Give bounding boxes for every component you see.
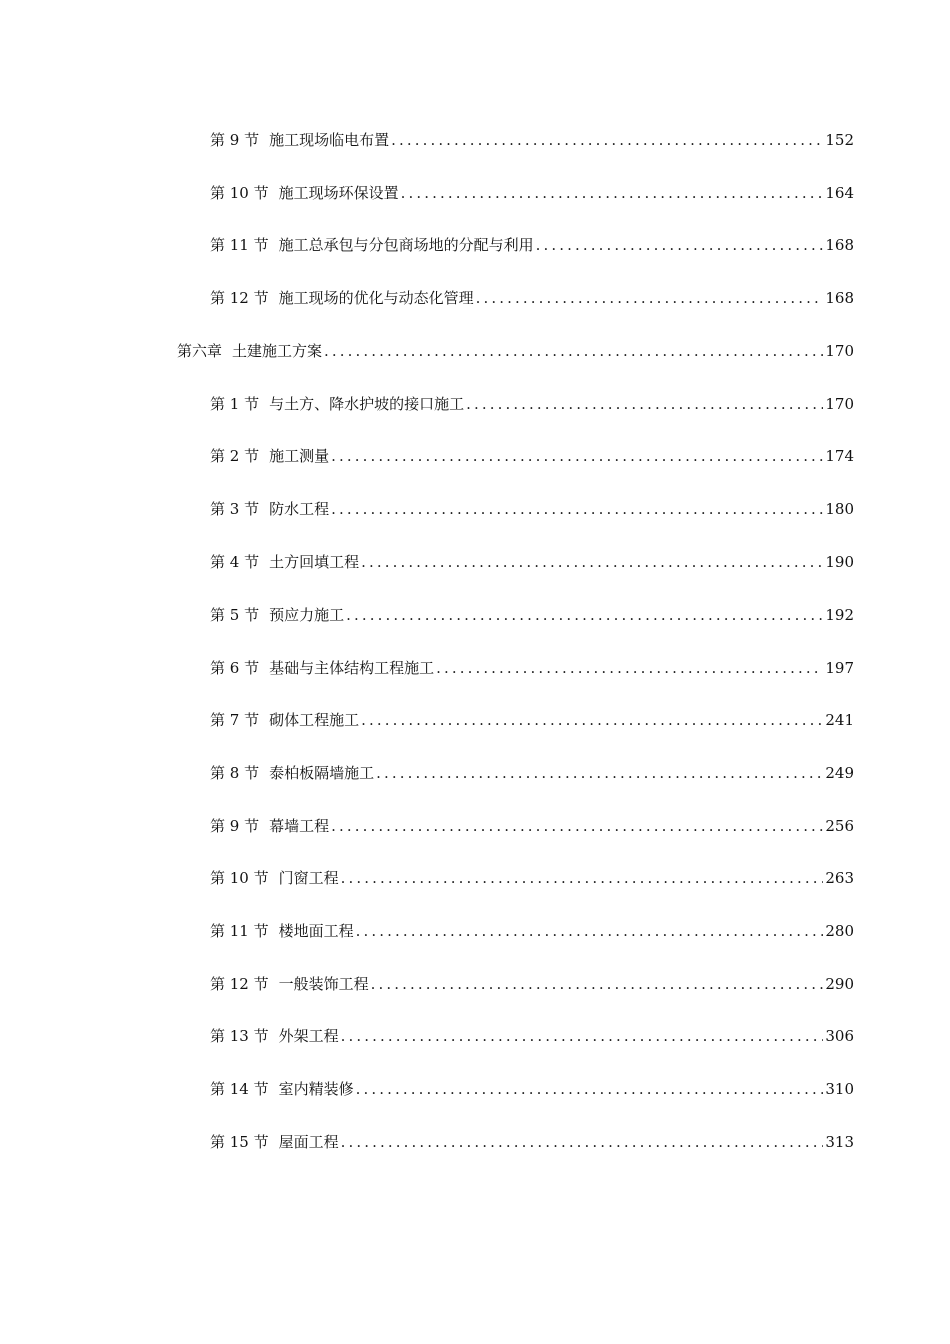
toc-chapter-entry[interactable]: [177, 337, 854, 361]
toc-entry-label: [210, 394, 464, 414]
toc-chapter-number: 第六章: [177, 342, 223, 360]
toc-entry-label: [210, 974, 369, 994]
toc-entry-label: [210, 499, 329, 519]
toc-entry-title: 门窗工程: [278, 869, 339, 887]
toc-entry-label: [210, 763, 374, 783]
toc-entry[interactable]: [210, 126, 854, 150]
toc-page-number: 290: [825, 975, 854, 993]
toc-entry-title: 一般装饰工程: [278, 975, 369, 993]
toc-entry-title: 施工现场的优化与动态化管理: [278, 289, 474, 307]
toc-page-number: 263: [825, 869, 854, 887]
toc-entry-title: 泰柏板隔墙施工: [269, 764, 375, 782]
toc-entry[interactable]: [210, 1022, 854, 1046]
toc-entry[interactable]: [210, 495, 854, 519]
toc-entry[interactable]: [210, 864, 854, 888]
toc-entry[interactable]: [210, 812, 854, 836]
toc-entry-label: [210, 446, 329, 466]
toc-entry-title: 施工现场临电布置: [269, 131, 390, 149]
toc-page-number: 170: [825, 342, 854, 360]
toc-dot-leader: [361, 552, 823, 572]
toc-entry-number: 第 3 节: [210, 500, 260, 518]
toc-entry-label: [210, 130, 389, 150]
toc-page-number: 164: [825, 184, 854, 202]
toc-entry-label: [210, 183, 399, 203]
toc-entry-title: 砌体工程施工: [269, 711, 360, 729]
toc-entry-label: [210, 710, 359, 730]
toc-entry-label: [210, 605, 344, 625]
toc-entry[interactable]: [210, 970, 854, 994]
toc-entry-number: 第 2 节: [210, 447, 260, 465]
toc-dot-leader: [341, 868, 824, 888]
toc-dot-leader: [476, 288, 824, 308]
toc-entry-title: 幕墙工程: [269, 817, 330, 835]
toc-entry-title: 楼地面工程: [278, 922, 354, 940]
toc-entry-number: 第 7 节: [210, 711, 260, 729]
toc-entry-label: [210, 288, 474, 308]
toc-chapter-title: 土建施工方案: [232, 342, 323, 360]
toc-entry-label: [210, 1079, 354, 1099]
toc-entry-label: [210, 1026, 339, 1046]
toc-entry-title: 施工总承包与分包商场地的分配与利用: [278, 236, 534, 254]
toc-page-number: 168: [825, 289, 854, 307]
toc-page-number: 310: [825, 1080, 854, 1098]
toc-page-number: 280: [825, 922, 854, 940]
toc-entry[interactable]: [210, 284, 854, 308]
toc-entry-number: 第 12 节: [210, 975, 269, 993]
toc-entry-number: 第 10 节: [210, 869, 269, 887]
toc-entry-title: 施工现场环保设置: [278, 184, 399, 202]
toc-entry-number: 第 9 节: [210, 817, 260, 835]
toc-entry[interactable]: [210, 601, 854, 625]
toc-page-number: 152: [825, 131, 854, 149]
toc-entry-label: [210, 552, 359, 572]
toc-page-number: 192: [825, 606, 854, 624]
toc-dot-leader: [331, 816, 823, 836]
toc-entry-label: [210, 816, 329, 836]
toc-dot-leader: [341, 1132, 824, 1152]
toc-entry[interactable]: [210, 1075, 854, 1099]
toc-dot-leader: [356, 1079, 824, 1099]
toc-page-number: 170: [825, 395, 854, 413]
toc-dot-leader: [401, 183, 824, 203]
toc-entry-number: 第 4 节: [210, 553, 260, 571]
toc-dot-leader: [341, 1026, 824, 1046]
toc-entry-number: 第 14 节: [210, 1080, 269, 1098]
toc-entry-number: 第 10 节: [210, 184, 269, 202]
toc-page-number: 174: [825, 447, 854, 465]
toc-entry-number: 第 11 节: [210, 922, 269, 940]
toc-page-number: 180: [825, 500, 854, 518]
toc-page-number: 168: [825, 236, 854, 254]
toc-dot-leader: [376, 763, 823, 783]
toc-entry[interactable]: [210, 179, 854, 203]
toc-entry-number: 第 11 节: [210, 236, 269, 254]
toc-page-number: 190: [825, 553, 854, 571]
toc-dot-leader: [331, 446, 823, 466]
toc-entry-number: 第 12 节: [210, 289, 269, 307]
toc-dot-leader: [371, 974, 824, 994]
toc-entry-number: 第 9 节: [210, 131, 260, 149]
toc-entry[interactable]: [210, 917, 854, 941]
toc-dot-leader: [361, 710, 823, 730]
toc-entry-label: [210, 1132, 339, 1152]
toc-page-number: 197: [825, 659, 854, 677]
toc-entry-label: [177, 341, 322, 361]
toc-entry[interactable]: [210, 759, 854, 783]
toc-entry-number: 第 8 节: [210, 764, 260, 782]
toc-dot-leader: [346, 605, 823, 625]
toc-entry-label: [210, 658, 434, 678]
toc-entry-label: [210, 868, 339, 888]
toc-entry[interactable]: [210, 706, 854, 730]
toc-entry[interactable]: [210, 390, 854, 414]
toc-entry-title: 土方回填工程: [269, 553, 360, 571]
toc-entry-number: 第 1 节: [210, 395, 260, 413]
toc-entry-title: 基础与主体结构工程施工: [269, 659, 435, 677]
toc-entry-label: [210, 921, 354, 941]
toc-entry[interactable]: [210, 231, 854, 255]
toc-entry[interactable]: [210, 442, 854, 466]
toc-entry-title: 屋面工程: [278, 1133, 339, 1151]
toc-entry-title: 外架工程: [278, 1027, 339, 1045]
toc-page-number: 249: [825, 764, 854, 782]
toc-entry[interactable]: [210, 548, 854, 572]
toc-entry-number: 第 15 节: [210, 1133, 269, 1151]
toc-entry-number: 第 6 节: [210, 659, 260, 677]
toc-dot-leader: [436, 658, 823, 678]
toc-dot-leader: [391, 130, 823, 150]
toc-entry[interactable]: [210, 1128, 854, 1152]
toc-entry-title: 防水工程: [269, 500, 330, 518]
toc-dot-leader: [356, 921, 824, 941]
toc-entry-title: 与土方、降水护坡的接口施工: [269, 395, 465, 413]
toc-page-number: 313: [825, 1133, 854, 1151]
toc-entry-title: 预应力施工: [269, 606, 345, 624]
toc-entry-number: 第 13 节: [210, 1027, 269, 1045]
toc-dot-leader: [536, 235, 824, 255]
toc-entry[interactable]: [210, 654, 854, 678]
toc-dot-leader: [331, 499, 823, 519]
toc-entry-title: 室内精装修: [278, 1080, 354, 1098]
toc-entry-label: [210, 235, 534, 255]
toc-page-number: 256: [825, 817, 854, 835]
toc-page-number: 241: [825, 711, 854, 729]
toc-page-number: 306: [825, 1027, 854, 1045]
toc-entry-title: 施工测量: [269, 447, 330, 465]
toc-entry-number: 第 5 节: [210, 606, 260, 624]
toc-dot-leader: [466, 394, 823, 414]
toc-dot-leader: [324, 341, 823, 361]
